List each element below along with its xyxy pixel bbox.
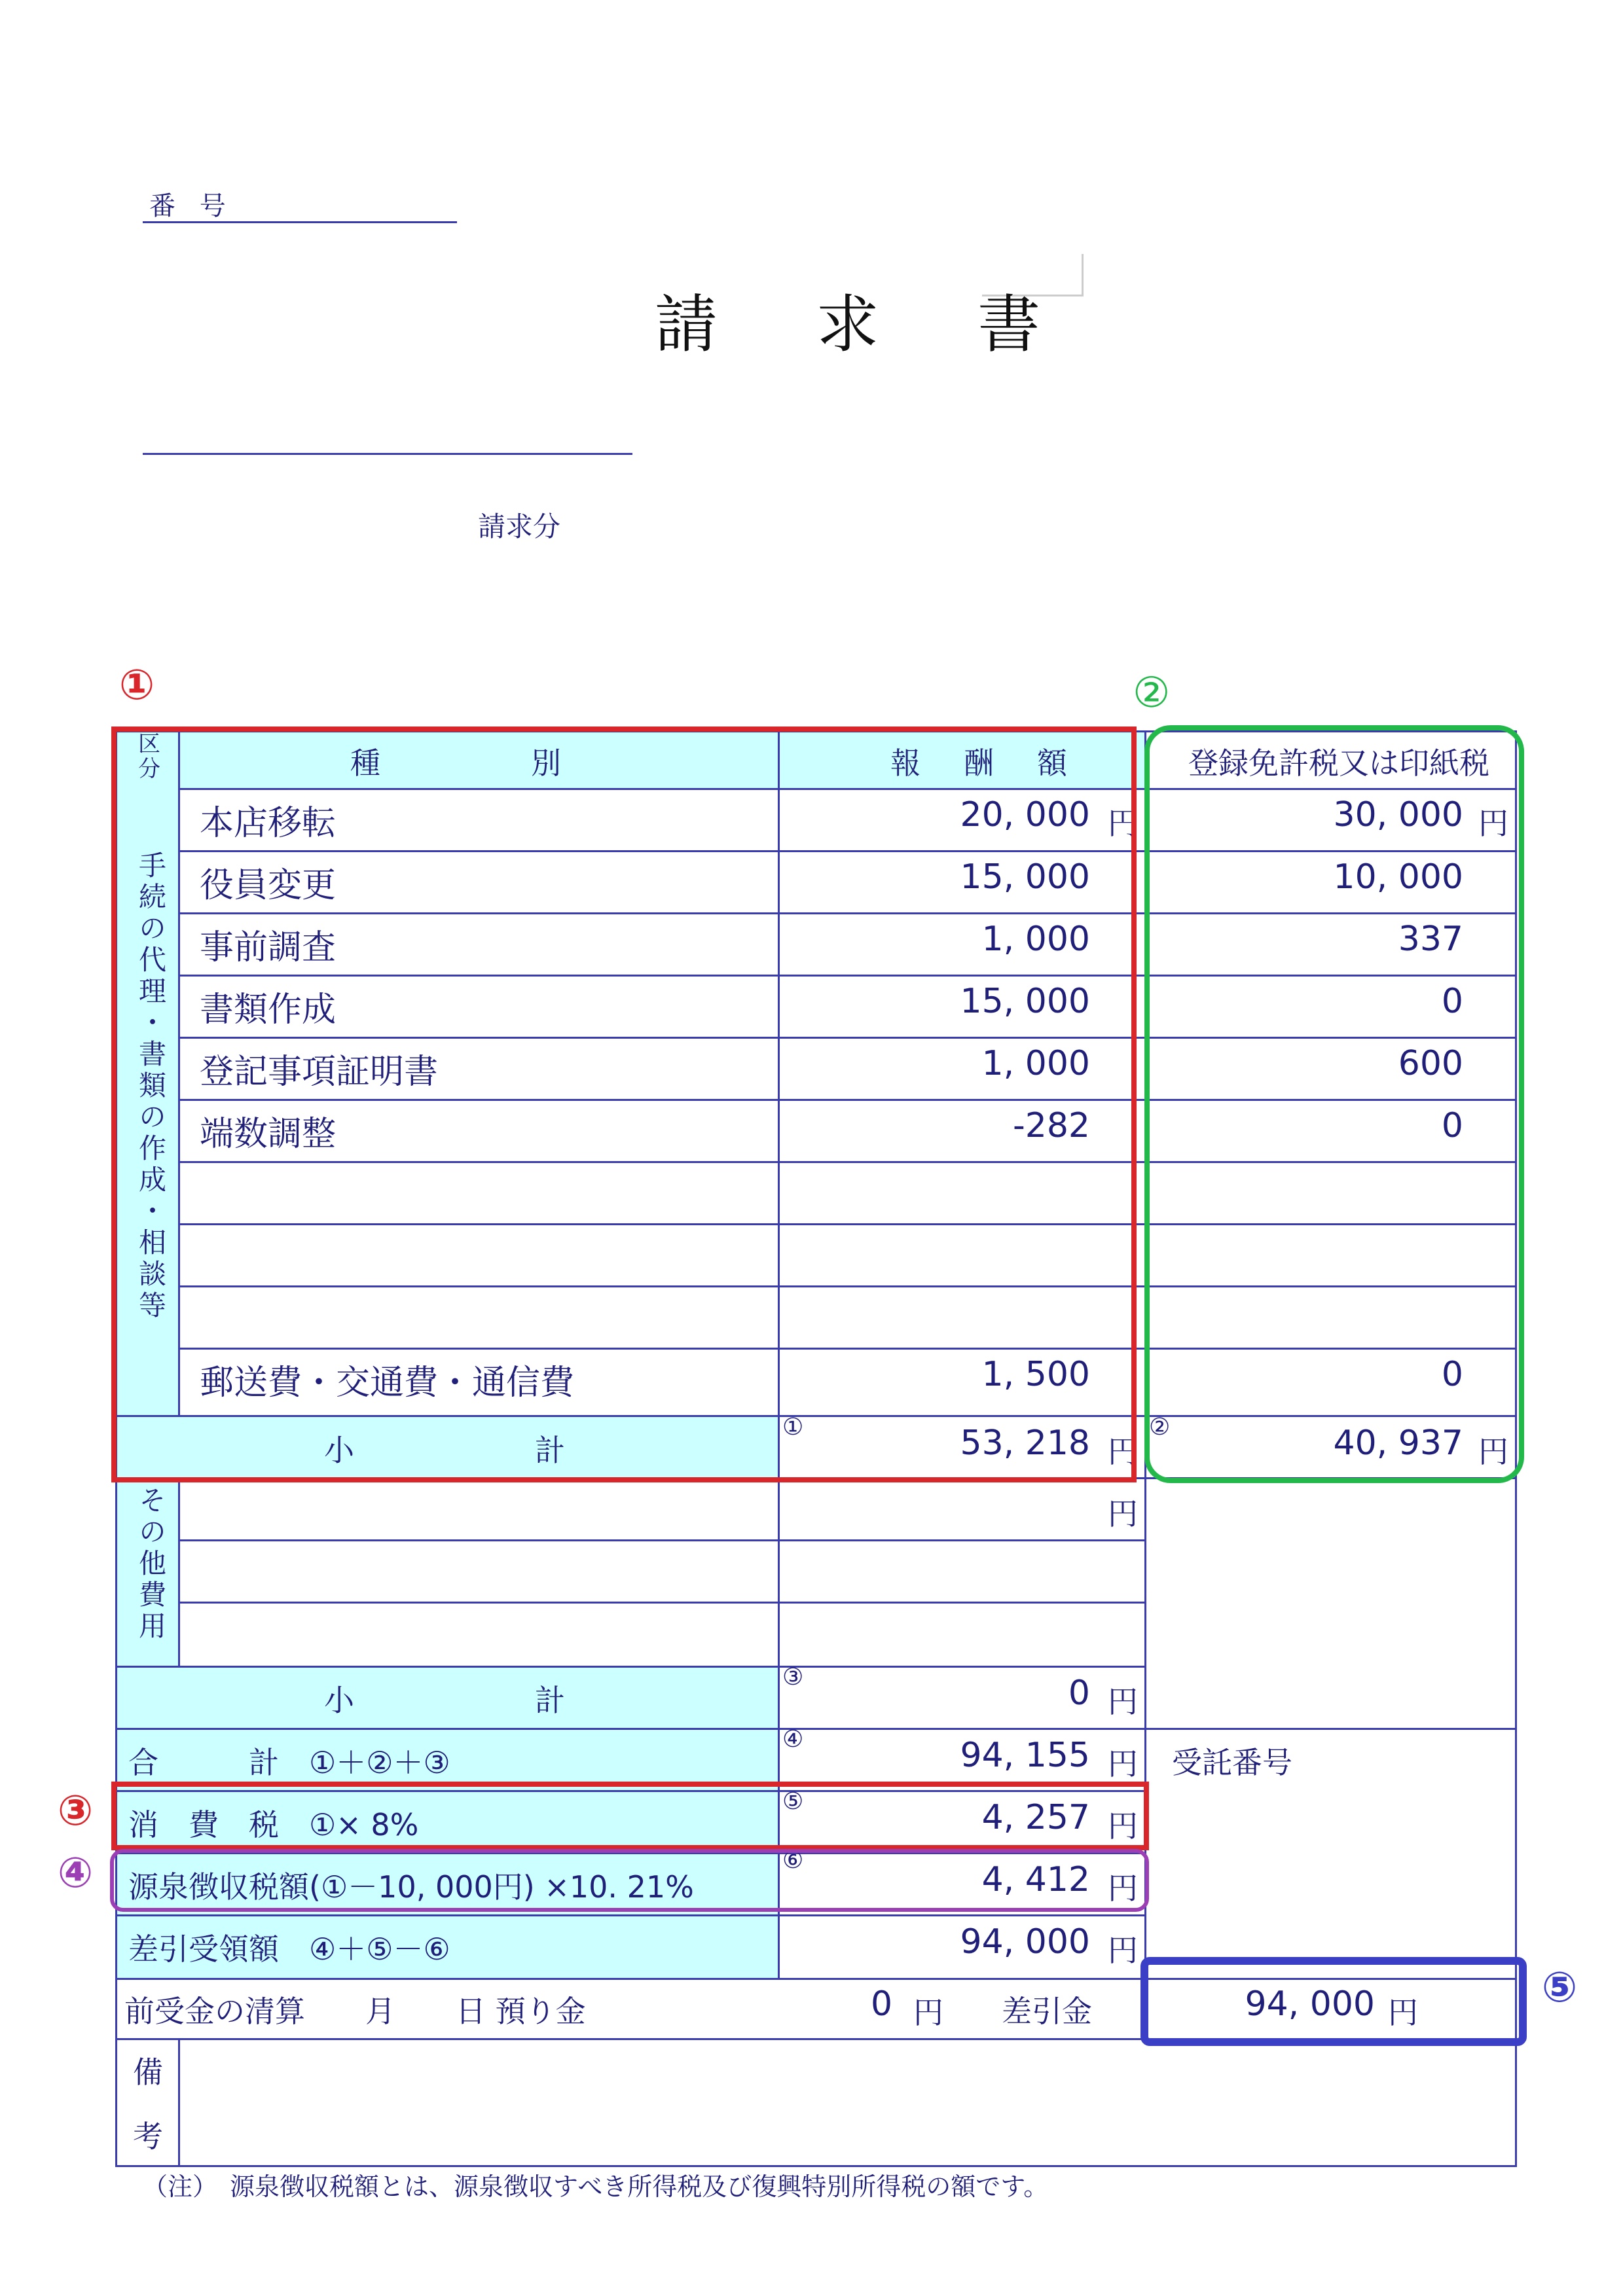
other-yen: 円 (1108, 1496, 1138, 1532)
remarks-label-2: 考 (133, 2119, 163, 2154)
advance-value: 0 (871, 1984, 893, 2024)
subtotal3-mark: ③ (782, 1664, 804, 1691)
row-tax-unit: 円 (1478, 806, 1508, 841)
net-label: 差引受領額 ④＋⑤－⑥ (128, 1931, 450, 1967)
row-fee: 1, 000 (981, 1044, 1090, 1083)
withholding-mark: ⑥ (782, 1847, 804, 1874)
section1-label: 手続の代理・書類の作成・相談等 (135, 851, 167, 1322)
row-line-12 (178, 1539, 1146, 1541)
annotation-box-2 (1144, 725, 1524, 1483)
col-line-kubun2 (178, 1479, 180, 1667)
col-kubun-text: 区分 (138, 731, 160, 782)
advance-unit: 円 (913, 1995, 943, 2030)
row-item: 端数調整 (200, 1115, 337, 1154)
annotation-label-4: ④ (58, 1849, 94, 1897)
row-item: 登記事項証明書 (200, 1052, 439, 1092)
annotation-label-2: ② (1133, 669, 1171, 717)
withholding-label: 源泉徴収税額(①－10, 000円) ×10. 21% (128, 1869, 694, 1905)
withholding-value: 4, 412 (981, 1860, 1090, 1899)
document-title: 請 求 書 (655, 288, 1080, 361)
row-item: 郵送費・交通費・通信費 (200, 1363, 575, 1403)
tax-value: 4, 257 (981, 1798, 1090, 1837)
section2-label: その他費用 (135, 1486, 167, 1643)
row-fee: 15, 000 (960, 857, 1090, 897)
subtotal2-mark: ② (1149, 1414, 1171, 1441)
number-underline (143, 221, 457, 223)
footnote: （注） 源泉徴収税額とは、源泉徴収すべき所得税及び復興特別所得税の額です。 (143, 2172, 1049, 2201)
tax-yen: 円 (1108, 1808, 1138, 1844)
row-line-15 (115, 1728, 1517, 1730)
consumption-tax-label: 消 費 税 ①× 8% (128, 1807, 419, 1842)
row-tax: 30, 000 (1333, 795, 1463, 834)
row-fee: 1, 500 (981, 1355, 1090, 1394)
col-tax-header: 登録免許税又は印紙税 (1188, 745, 1489, 781)
subtotal1-label: 小 計 (324, 1433, 565, 1468)
client-underline (143, 453, 632, 455)
tax-mark: ⑤ (782, 1788, 804, 1815)
row-fee: 1, 000 (981, 920, 1090, 959)
annotation-box-4 (110, 1849, 1149, 1912)
row-line-13 (178, 1602, 1146, 1604)
row-tax: 0 (1441, 982, 1463, 1021)
remarks-label-1: 備 (133, 2054, 163, 2090)
subtotal1-yen: 円 (1108, 1434, 1138, 1469)
row-item: 役員変更 (200, 866, 337, 905)
advance-label: 前受金の清算 月 日 預り金 (124, 1994, 586, 2029)
row-item: 書類作成 (200, 990, 337, 1030)
subtotal3-yen: 円 (1108, 1684, 1138, 1719)
net-value: 94, 000 (960, 1922, 1090, 1962)
col-type-header: 種 別 (350, 745, 561, 781)
row-tax: 0 (1441, 1106, 1463, 1145)
annotation-label-3: ③ (58, 1787, 94, 1835)
diff-label: 差引金 (1002, 1994, 1092, 2029)
annotation-box-3 (111, 1782, 1149, 1850)
col-fee-header: 報 酬 額 (890, 745, 1074, 781)
row-fee: 15, 000 (960, 982, 1090, 1021)
subtotal3-value: 0 (1068, 1674, 1090, 1713)
row-fee: -282 (1012, 1106, 1090, 1145)
total-mark: ④ (782, 1726, 804, 1753)
title-corner-line-v (1082, 254, 1084, 296)
number-label: 番 号 (149, 191, 234, 221)
total-label: 合 計 ①＋②＋③ (128, 1745, 450, 1780)
row-fee: 20, 000 (960, 795, 1090, 834)
diff-value: 94, 000 (1245, 1984, 1375, 2024)
subtotal1-value: 53, 218 (960, 1424, 1090, 1463)
row-line-14 (115, 1666, 1146, 1668)
annotation-box-1 (111, 726, 1137, 1482)
subtotal2-yen: 円 (1478, 1434, 1508, 1469)
withholding-yen: 円 (1108, 1871, 1138, 1906)
annotation-label-5: ⑤ (1542, 1964, 1578, 2012)
row-tax: 337 (1398, 920, 1463, 959)
row-tax: 600 (1398, 1044, 1463, 1083)
row-item: 本店移転 (200, 804, 337, 843)
subtotal3-label: 小 計 (324, 1683, 565, 1718)
trust-number-label: 受託番号 (1172, 1745, 1292, 1780)
subtotal1-mark: ① (782, 1414, 804, 1441)
row-fee-unit: 円 (1108, 806, 1138, 841)
diff-unit: 円 (1388, 1995, 1418, 2030)
total-yen: 円 (1108, 1746, 1138, 1782)
billing-period-label: 請求分 (478, 511, 561, 543)
row-tax: 0 (1441, 1355, 1463, 1394)
subtotal2-value: 40, 937 (1333, 1424, 1463, 1463)
row-tax: 10, 000 (1333, 857, 1463, 897)
col-line-remarks (178, 2039, 180, 2167)
row-item: 事前調査 (200, 928, 337, 967)
net-yen: 円 (1108, 1933, 1138, 1968)
row-line-18 (115, 1914, 1146, 1916)
annotation-label-1: ① (119, 661, 155, 709)
total-value: 94, 155 (960, 1736, 1090, 1775)
annotation-box-5 (1140, 1957, 1527, 2046)
